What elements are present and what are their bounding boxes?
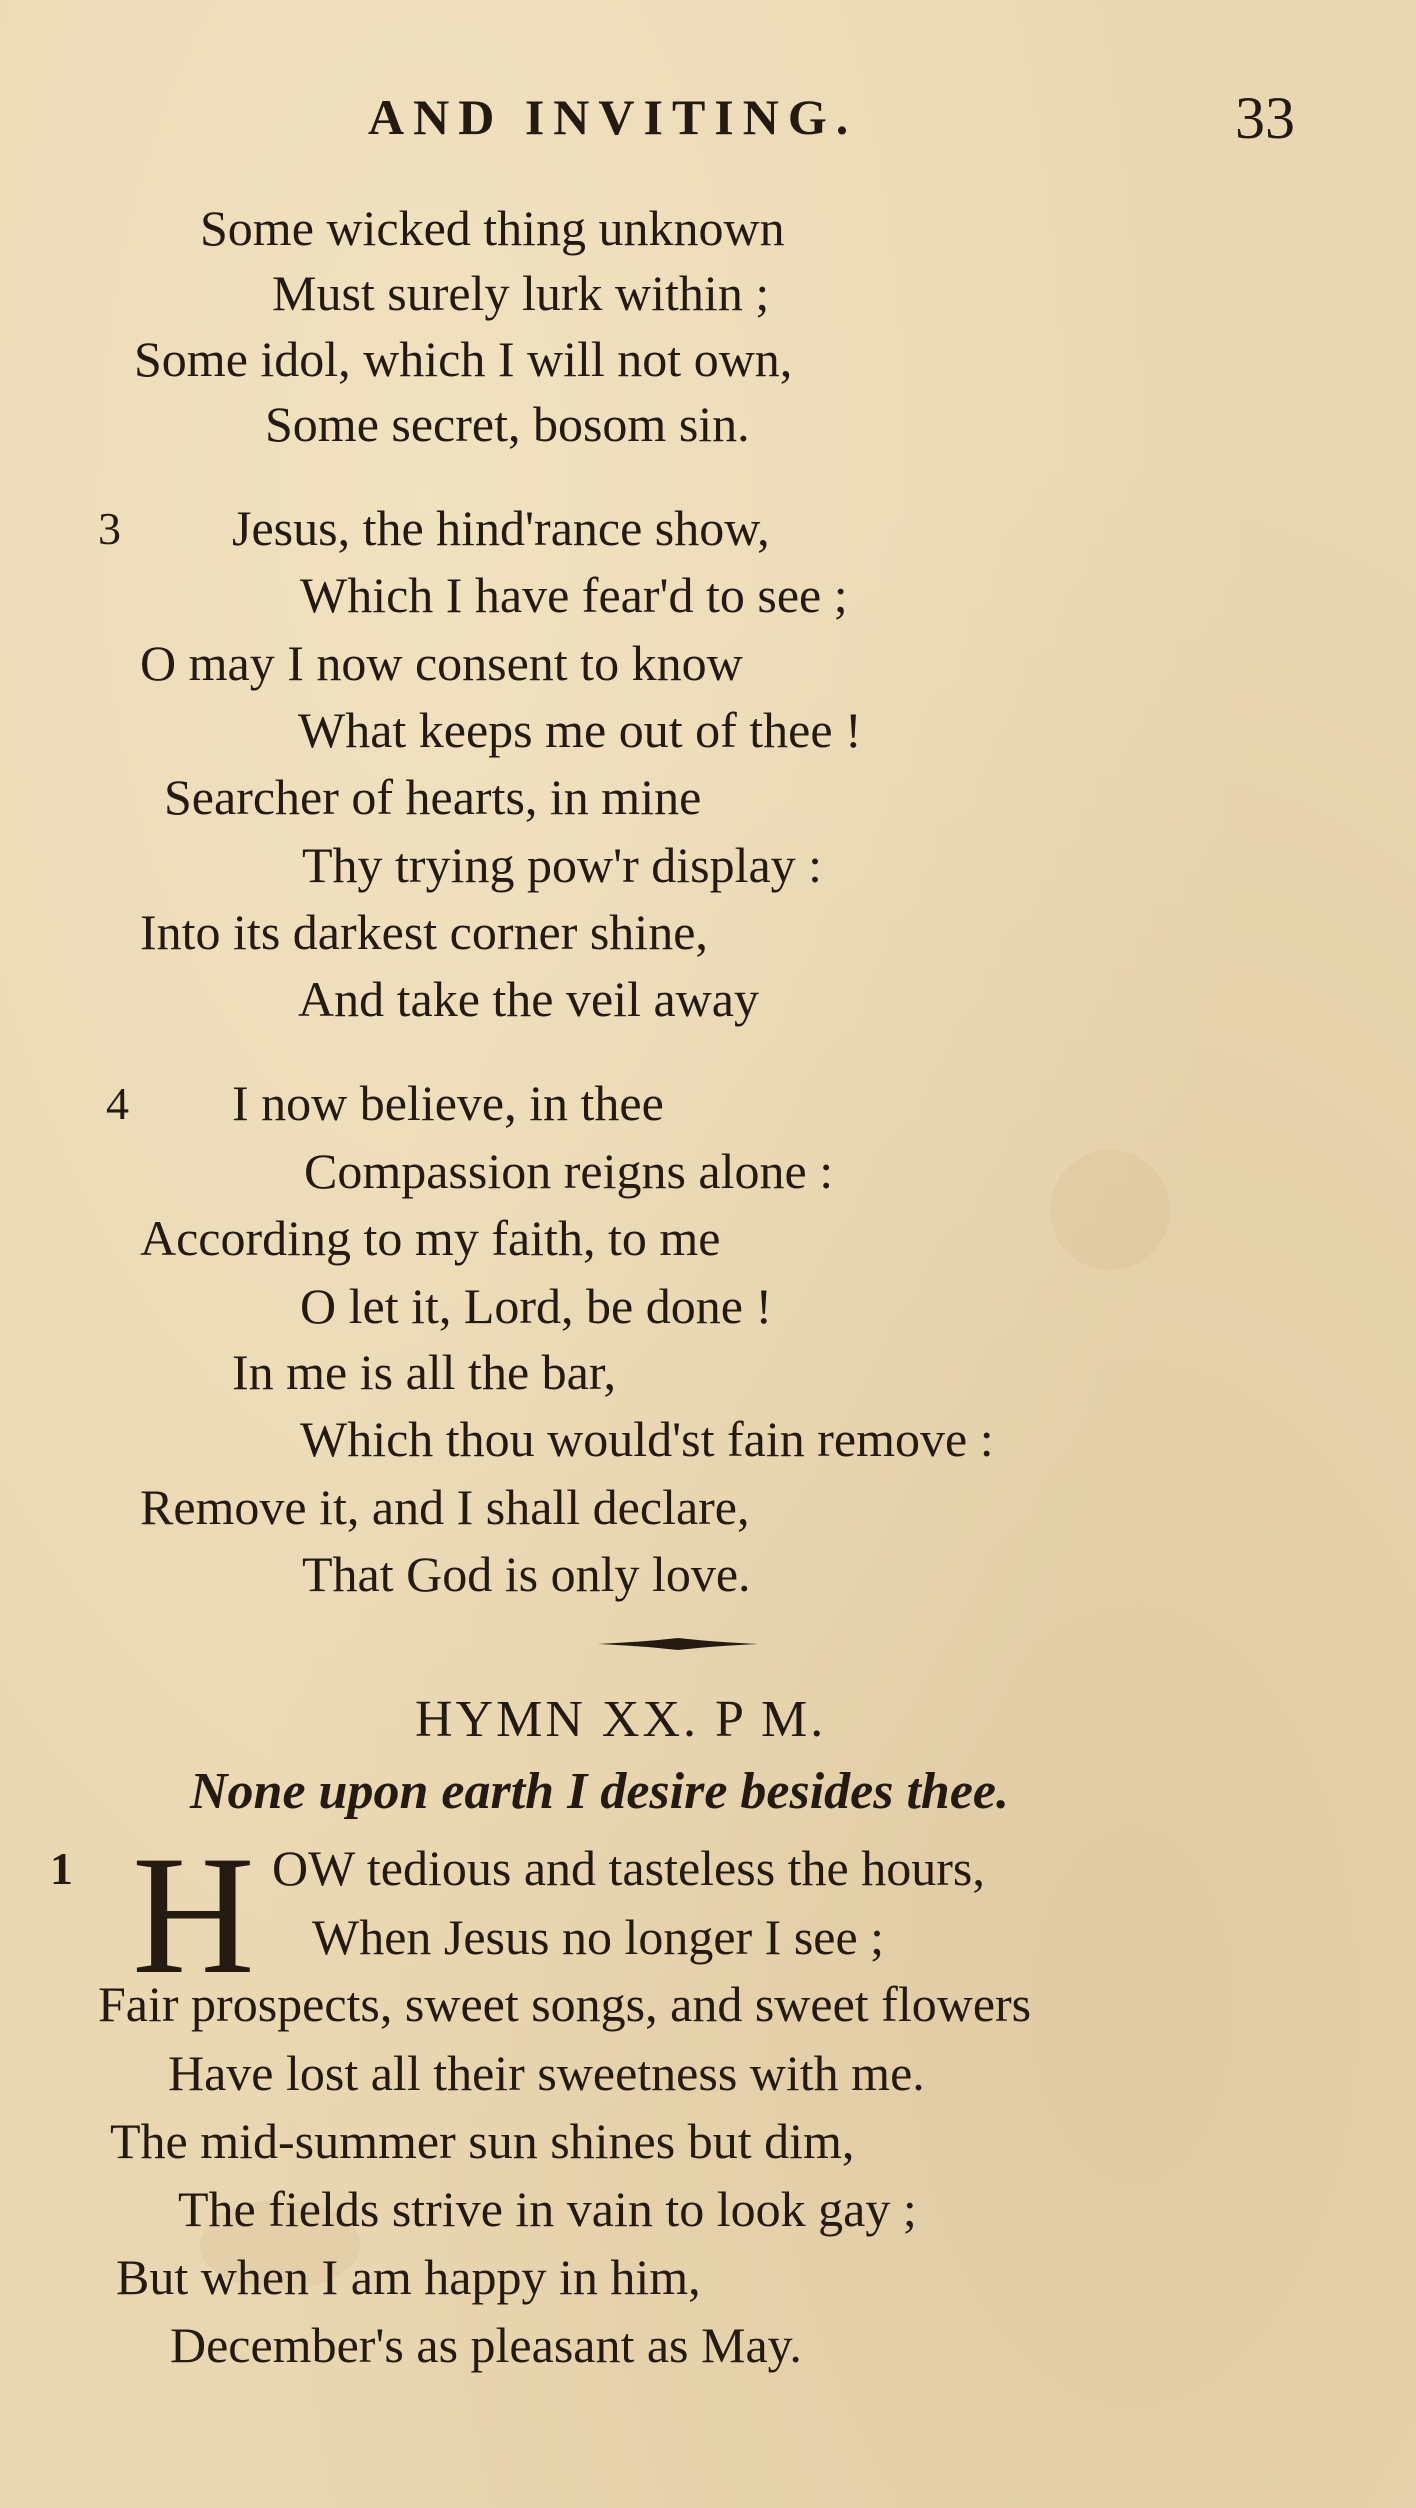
verse-line: I now believe, in thee bbox=[232, 1075, 664, 1131]
verse-line: OW tedious and tasteless the hours, bbox=[272, 1840, 985, 1896]
verse-number: 4 bbox=[106, 1078, 129, 1129]
verse-line: Some secret, bosom sin. bbox=[265, 396, 750, 452]
verse-line: But when I am happy in him, bbox=[116, 2249, 701, 2305]
verse-line: What keeps me out of thee ! bbox=[298, 702, 862, 758]
verse-line: According to my faith, to me bbox=[140, 1210, 721, 1266]
verse-line: The fields strive in vain to look gay ; bbox=[178, 2181, 917, 2237]
verse-line: Fair prospects, sweet songs, and sweet flowers bbox=[98, 1976, 1032, 2032]
verse-line: Some idol, which I will not own, bbox=[134, 331, 793, 387]
verse-line: Have lost all their sweetness with me. bbox=[168, 2045, 925, 2101]
hymn-title: HYMN XX. P M. bbox=[415, 1691, 827, 1748]
verse-line: The mid-summer sun shines but dim, bbox=[110, 2113, 855, 2169]
verse-line: In me is all the bar, bbox=[232, 1344, 616, 1400]
verse-line: When Jesus no longer I see ; bbox=[312, 1909, 885, 1965]
ornamental-rule bbox=[598, 1636, 758, 1652]
verse-line: Which thou would'st fain remove : bbox=[300, 1411, 994, 1467]
verse-line: Remove it, and I shall declare, bbox=[140, 1479, 750, 1535]
verse-line: Some wicked thing unknown bbox=[200, 200, 785, 256]
verse-line: Jesus, the hind'rance show, bbox=[232, 500, 770, 556]
verse-line: And take the veil away bbox=[298, 971, 759, 1027]
verse-line: That God is only love. bbox=[302, 1546, 751, 1602]
verse-number: 1 bbox=[50, 1843, 73, 1894]
verse-line: Searcher of hearts, in mine bbox=[164, 769, 702, 825]
paper-stain bbox=[1050, 1150, 1170, 1270]
verse-line: Compassion reigns alone : bbox=[304, 1143, 834, 1199]
verse-line: Into its darkest corner shine, bbox=[140, 904, 708, 960]
verse-number: 3 bbox=[98, 503, 121, 554]
verse-line: Must surely lurk within ; bbox=[272, 265, 770, 321]
verse-line: Which I have fear'd to see ; bbox=[300, 567, 848, 623]
page-number: 33 bbox=[1235, 85, 1295, 151]
hymn-subtitle: None upon earth I desire besides thee. bbox=[190, 1763, 1009, 1820]
drop-cap: H bbox=[132, 1821, 255, 2009]
verse-line: O let it, Lord, be done ! bbox=[300, 1278, 773, 1334]
verse-line: Thy trying pow'r display : bbox=[302, 837, 823, 893]
verse-line: December's as pleasant as May. bbox=[170, 2317, 802, 2373]
verse-line: O may I now consent to know bbox=[140, 635, 743, 691]
running-head: AND INVITING. bbox=[368, 89, 858, 145]
